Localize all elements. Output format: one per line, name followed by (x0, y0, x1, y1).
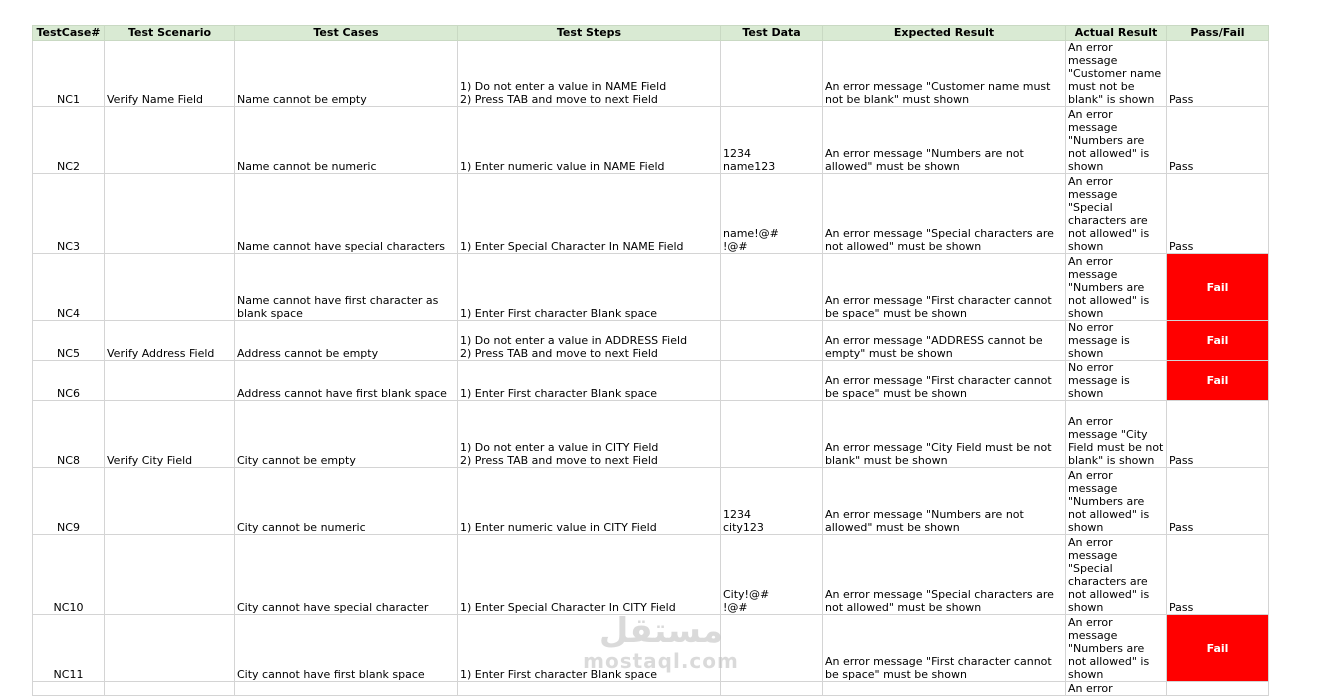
actual-result-cell: An error (1066, 682, 1167, 696)
test-case-cell (235, 682, 458, 696)
status-cell (1167, 682, 1269, 696)
expected-result-cell: An error message "Numbers are not allowed" must be shown (823, 468, 1066, 535)
expected-result-cell: An error message "ADDRESS cannot be empty" must be shown (823, 321, 1066, 361)
scenario-cell (105, 361, 235, 401)
status-cell: Pass (1167, 107, 1269, 174)
table-row (33, 254, 1269, 321)
testcase-id-cell: NC6 (33, 361, 105, 401)
test-steps-cell (458, 682, 721, 696)
test-steps-cell: 1) Enter Special Character In NAME Field (458, 174, 721, 254)
scenario-cell (105, 682, 235, 696)
test-case-cell: City cannot be numeric (235, 468, 458, 535)
status-cell: Pass (1167, 174, 1269, 254)
actual-result-cell: An error message "Customer name must not be blank" is shown (1066, 41, 1167, 107)
actual-result-cell: An error message "Special characters are not allowed" is shown (1066, 174, 1167, 254)
expected-result-cell: An error message "Customer name must not be blank" must shown (823, 41, 1066, 107)
test-steps-cell: 1) Enter First character Blank space (458, 615, 721, 682)
test-steps-cell: 1) Enter Special Character In CITY Field (458, 535, 721, 615)
testcase-id-cell: NC10 (33, 535, 105, 615)
actual-result-cell: No error message is shown (1066, 361, 1167, 401)
status-cell: Fail (1167, 254, 1269, 321)
actual-result-cell: An error message "Numbers are not allowed" is shown (1066, 468, 1167, 535)
table-row (33, 401, 1269, 468)
test-case-cell: Name cannot be empty (235, 41, 458, 107)
test-case-cell: Address cannot have first blank space (235, 361, 458, 401)
scenario-cell (105, 254, 235, 321)
test-case-cell: Name cannot have first character as blank space (235, 254, 458, 321)
test-case-cell: City cannot have first blank space (235, 615, 458, 682)
table-row (33, 107, 1269, 174)
table-row (33, 615, 1269, 682)
header-scenario: Test Scenario (105, 26, 235, 41)
watermark-site: mostaql.com (583, 649, 739, 673)
table-row (33, 321, 1269, 361)
testcase-id-cell: NC5 (33, 321, 105, 361)
scenario-cell: Verify City Field (105, 401, 235, 468)
testcase-id-cell: NC11 (33, 615, 105, 682)
test-data-cell: City!@# !@# (721, 535, 823, 615)
actual-result-cell: An error message "Numbers are not allowed" is shown (1066, 254, 1167, 321)
header-test-steps: Test Steps (458, 26, 721, 41)
expected-result-cell: An error message "Special characters are not allowed" must be shown (823, 174, 1066, 254)
actual-result-cell: No error message is shown (1066, 321, 1167, 361)
status-cell: Fail (1167, 361, 1269, 401)
test-data-cell (721, 361, 823, 401)
expected-result-cell (823, 682, 1066, 696)
test-case-cell: Address cannot be empty (235, 321, 458, 361)
status-cell: Fail (1167, 321, 1269, 361)
scenario-cell (105, 535, 235, 615)
scenario-cell (105, 107, 235, 174)
actual-result-cell: An error message "Numbers are not allowed" is shown (1066, 107, 1167, 174)
scenario-cell (105, 468, 235, 535)
expected-result-cell: An error message "First character cannot be space" must be shown (823, 361, 1066, 401)
testcase-id-cell: NC2 (33, 107, 105, 174)
testcase-id-cell: NC9 (33, 468, 105, 535)
test-steps-cell: 1) Do not enter a value in ADDRESS Field 2) Press TAB and move to next Field (458, 321, 721, 361)
actual-result-cell: An error message "Numbers are not allowed" is shown (1066, 615, 1167, 682)
test-steps-cell: 1) Do not enter a value in CITY Field 2) Press TAB and move to next Field (458, 401, 721, 468)
expected-result-cell: An error message "City Field must be not blank" must be shown (823, 401, 1066, 468)
table-body (33, 41, 1269, 696)
header-testcase: TestCase# (33, 26, 105, 41)
test-steps-cell: 1) Enter First character Blank space (458, 254, 721, 321)
status-cell: Fail (1167, 615, 1269, 682)
test-data-cell (721, 401, 823, 468)
status-cell: Pass (1167, 41, 1269, 107)
test-data-cell: 1234 name123 (721, 107, 823, 174)
scenario-cell (105, 615, 235, 682)
header-test-data: Test Data (721, 26, 823, 41)
table-row (33, 682, 1269, 696)
table-row (33, 41, 1269, 107)
test-case-cell: City cannot be empty (235, 401, 458, 468)
test-case-cell: City cannot have special character (235, 535, 458, 615)
test-data-cell (721, 615, 823, 682)
expected-result-cell: An error message "First character cannot be space" must be shown (823, 615, 1066, 682)
expected-result-cell: An error message "Numbers are not allowed" must be shown (823, 107, 1066, 174)
status-cell: Pass (1167, 468, 1269, 535)
test-steps-cell: 1) Enter numeric value in CITY Field (458, 468, 721, 535)
testcase-id-cell: NC4 (33, 254, 105, 321)
scenario-cell: Verify Address Field (105, 321, 235, 361)
test-data-cell (721, 41, 823, 107)
table-row (33, 361, 1269, 401)
header-pass-fail: Pass/Fail (1167, 26, 1269, 41)
test-data-cell: name!@# !@# (721, 174, 823, 254)
test-steps-cell: 1) Do not enter a value in NAME Field 2) Press TAB and move to next Field (458, 41, 721, 107)
expected-result-cell: An error message "First character cannot be space" must be shown (823, 254, 1066, 321)
table-row (33, 535, 1269, 615)
table-row (33, 468, 1269, 535)
testcase-id-cell: NC1 (33, 41, 105, 107)
actual-result-cell: An error message "City Field must be not blank" is shown (1066, 401, 1167, 468)
header-test-cases: Test Cases (235, 26, 458, 41)
table-row (33, 174, 1269, 254)
header-expected: Expected Result (823, 26, 1066, 41)
test-data-cell: 1234 city123 (721, 468, 823, 535)
status-cell: Pass (1167, 535, 1269, 615)
test-case-cell: Name cannot be numeric (235, 107, 458, 174)
test-data-cell (721, 254, 823, 321)
testcase-id-cell: NC3 (33, 174, 105, 254)
test-case-cell: Name cannot have special characters (235, 174, 458, 254)
scenario-cell (105, 174, 235, 254)
test-steps-cell: 1) Enter numeric value in NAME Field (458, 107, 721, 174)
test-data-cell (721, 682, 823, 696)
status-cell: Pass (1167, 401, 1269, 468)
watermark-logo: مستقل (598, 611, 724, 651)
test-case-table (32, 25, 1269, 696)
testcase-id-cell (33, 682, 105, 696)
header-actual: Actual Result (1066, 26, 1167, 41)
expected-result-cell: An error message "Special characters are not allowed" must be shown (823, 535, 1066, 615)
header-row (33, 26, 1269, 41)
testcase-id-cell: NC8 (33, 401, 105, 468)
test-steps-cell: 1) Enter First character Blank space (458, 361, 721, 401)
scenario-cell: Verify Name Field (105, 41, 235, 107)
actual-result-cell: An error message "Special characters are not allowed" is shown (1066, 535, 1167, 615)
test-data-cell (721, 321, 823, 361)
